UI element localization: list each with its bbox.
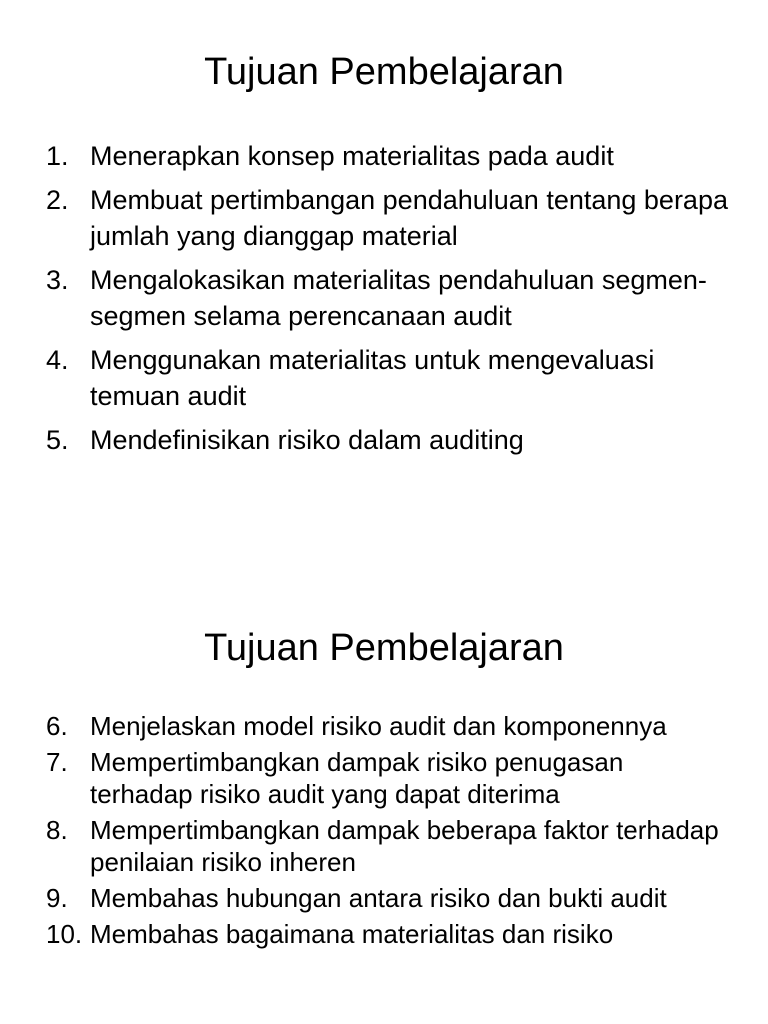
objective-text: Menerapkan konsep materialitas pada audit (90, 141, 614, 171)
objective-number: 6. (46, 711, 68, 741)
objective-number: 5. (46, 425, 69, 455)
objective-number: 10. (46, 919, 83, 949)
objective-number: 1. (46, 141, 69, 171)
objective-number: 2. (46, 185, 69, 215)
objective-text: Mempertimbangkan dampak risiko penugasan terhadap risiko audit yang dapat diterima (90, 747, 624, 809)
objective-text: Membuat pertimbangan pendahuluan tentang berapa jumlah yang dianggap material (90, 185, 728, 251)
objective-text: Membahas hubungan antara risiko dan bukti audit (90, 883, 667, 913)
slide-1-title: Tujuan Pembelajaran (204, 51, 564, 93)
objective-number: 7. (46, 747, 68, 777)
objective-text: Menjelaskan model risiko audit dan komponennya (90, 711, 667, 741)
objective-text: Mendefinisikan risiko dalam auditing (90, 425, 524, 455)
objective-text: Mengalokasikan materialitas pendahuluan segmen-segmen selama perencanaan audit (90, 265, 707, 331)
objective-item (0, 182, 730, 254)
objective-text: Menggunakan materialitas untuk mengevaluasi temuan audit (90, 345, 655, 411)
slide-2-objective-list (0, 710, 730, 954)
objective-item (0, 342, 730, 414)
objective-text: Mempertimbangkan dampak beberapa faktor terhadap penilaian risiko inheren (90, 815, 719, 877)
slide-2 (0, 576, 768, 1024)
slide-2-title: Tujuan Pembelajaran (204, 627, 564, 669)
objective-item (0, 262, 730, 334)
objective-item (0, 138, 730, 174)
objective-number: 4. (46, 345, 69, 375)
objective-item (0, 422, 730, 458)
objective-number: 8. (46, 815, 68, 845)
objective-item (0, 918, 730, 950)
objective-item (0, 746, 730, 810)
objective-item (0, 814, 730, 878)
objective-item (0, 710, 730, 742)
objective-number: 3. (46, 265, 69, 295)
slide-1-objective-list (0, 138, 730, 466)
objective-text: Membahas bagaimana materialitas dan risiko (90, 919, 614, 949)
objective-number: 9. (46, 883, 68, 913)
objective-item (0, 882, 730, 914)
